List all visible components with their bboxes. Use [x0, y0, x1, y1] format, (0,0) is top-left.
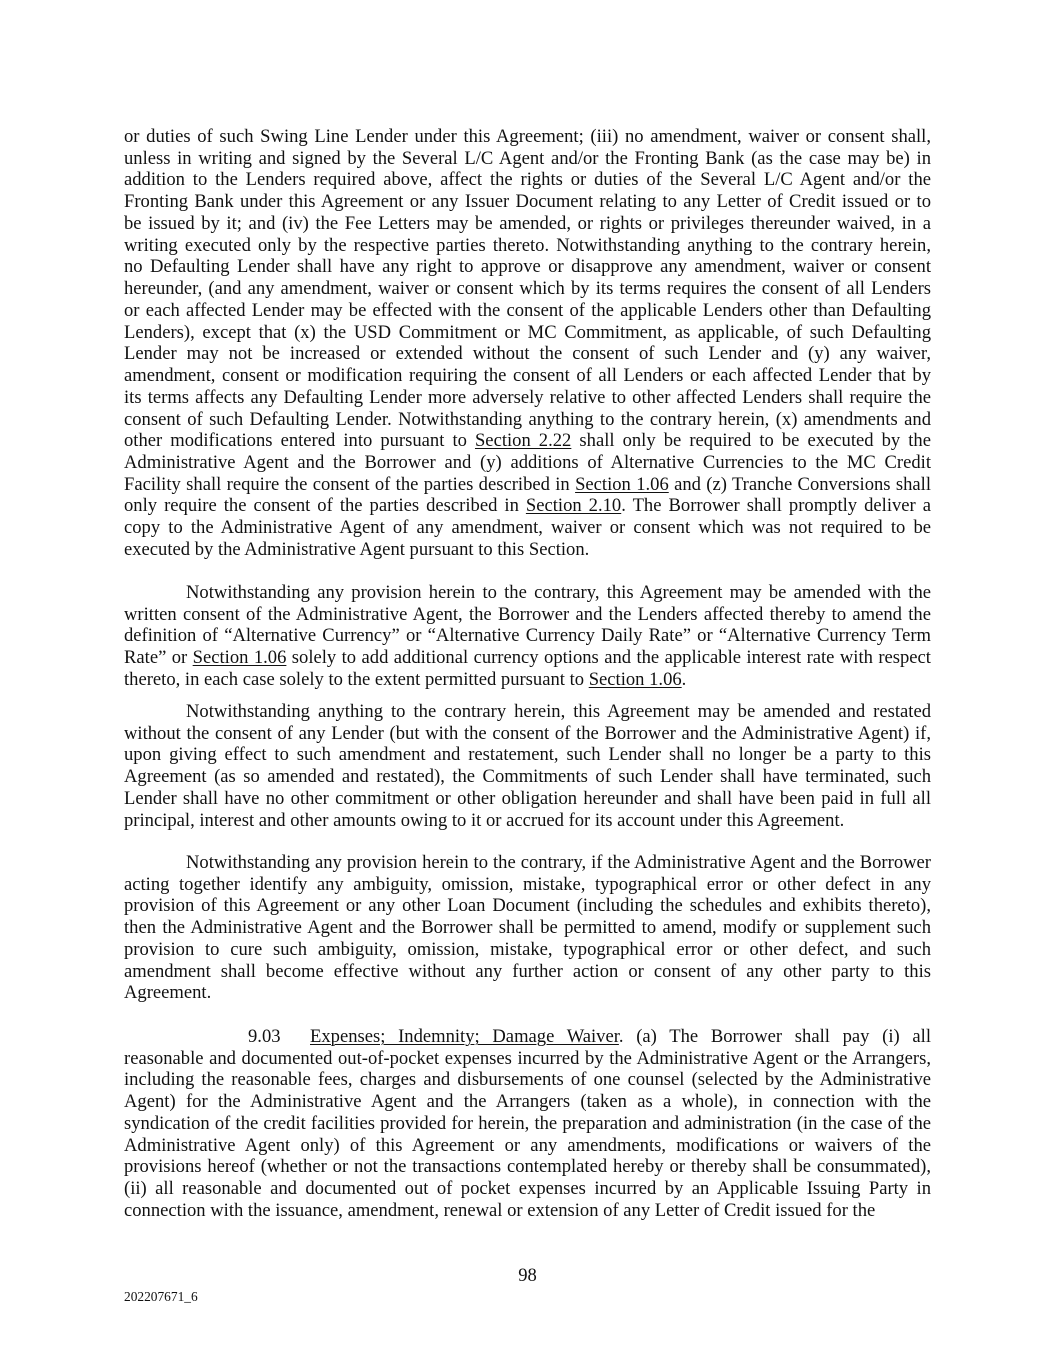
text-segment: provision to cure such ambiguity, omission, mistake, typographical error or other defect, and such: [124, 938, 931, 960]
text-line: [124, 1113, 931, 1135]
text-line: [124, 982, 931, 1004]
text-line: [124, 852, 931, 874]
text-segment: be issued by it; and (iv) the Fee Letters may be amended, or rights or privileges thereunder waived, in a: [124, 212, 931, 234]
section-reference: Section 1.06: [575, 473, 669, 495]
text-line: [124, 895, 931, 917]
section-number: 9.03: [248, 1025, 281, 1047]
text-line: [124, 647, 931, 669]
text-segment: provisions hereof (whether or not the transactions contemplated hereby or thereby shall be consummated),: [124, 1156, 931, 1178]
text-line: [124, 365, 931, 387]
text-segment: Lenders), except that (x) the USD Commitment or MC Commitment, as applicable, of such Defaulting: [124, 321, 931, 343]
text-segment: including the reasonable fees, charges and disbursements of one counsel (selected by the Administrative: [124, 1069, 931, 1091]
paragraph-defect-cure: [124, 852, 931, 1004]
text-segment: (ii) all reasonable and documented out of pocket expenses incurred by an Applicable Issuing Party in: [124, 1178, 931, 1200]
text-line: [124, 539, 931, 561]
text-segment: Administrative Agent and the Borrower and (y) additions of Alternative Currencies to the MC Credit: [124, 452, 931, 474]
section-reference: Section 1.06: [192, 647, 287, 669]
paragraph-amend-and-restate: [124, 701, 931, 831]
text-segment: other modifications entered into pursuant to: [124, 430, 475, 452]
text-segment: solely to add additional currency options and the applicable interest rate with respect: [286, 647, 931, 669]
text-line: [124, 322, 931, 344]
text-segment: Administrative Agent only) of this Agreement or any amendments, modifications or waivers of the: [124, 1134, 931, 1156]
text-segment: Agent) for the Administrative Agent and the Arrangers (taken as a whole), in connection with the: [124, 1091, 931, 1113]
text-line: [124, 1091, 931, 1113]
text-segment: . (a) The Borrower shall pay (i) all: [618, 1025, 931, 1047]
text-segment: unless in writing and signed by the Several L/C Agent and/or the Fronting Bank (as the case may be) in: [124, 147, 931, 169]
text-segment: or duties of such Swing Line Lender under this Agreement; (iii) no amendment, waiver or consent shall,: [124, 126, 931, 147]
text-segment: Rate” or: [124, 647, 193, 669]
text-segment: and (z) Tranche Conversions shall: [668, 473, 931, 495]
text-line: [124, 766, 931, 788]
text-segment: copy to the Administrative Agent of any amendment, waiver or consent which was not required to be: [124, 517, 931, 539]
text-segment: its terms affects any Defaulting Lender more adversely relative to other affected Lenders shall require the: [124, 386, 931, 408]
text-line: [124, 701, 931, 723]
text-line: [124, 452, 931, 474]
text-line: [124, 148, 931, 170]
text-line: [124, 256, 931, 278]
text-segment: amendment, consent or modification requiring the consent of all Lenders or each affected Lender that by: [124, 365, 931, 387]
text-segment: syndication of the credit facilities provided for herein, the preparation and administration (in the case of the: [124, 1112, 931, 1134]
document-body: [124, 126, 931, 1222]
text-line: [124, 169, 931, 191]
section-reference: Section 1.06: [588, 668, 682, 690]
text-line: [124, 1200, 931, 1222]
text-line: [124, 625, 931, 647]
page-number: 98: [518, 1265, 537, 1286]
text-line: [124, 495, 931, 517]
text-segment: definition of “Alternative Currency” or “Alternative Currency Daily Rate” or “Alternative Currency Term: [124, 625, 931, 647]
section-reference: Section 2.10: [525, 495, 622, 517]
text-segment: Lender shall have no other commitment or other obligation hereunder and shall have been paid in full all: [124, 787, 931, 809]
text-line: [124, 430, 931, 452]
text-segment: Facility shall require the consent of the parties described in: [124, 473, 576, 495]
text-segment: no Defaulting Lender shall have any right to approve or disapprove any amendment, waiver or consent: [124, 256, 931, 278]
text-line: [124, 961, 931, 983]
document-id: 202207671_6: [124, 1289, 198, 1304]
text-segment: without the consent of any Lender (but with the consent of the Borrower and the Administrative Agent) if,: [124, 722, 931, 744]
text-line: [124, 235, 931, 257]
text-segment: Agreement (as so amended and restated), the Commitments of such Lender shall have terminated, such: [124, 766, 931, 788]
text-segment: Notwithstanding any provision herein to the contrary, this Agreement may be amended with the: [186, 581, 931, 603]
text-line: [124, 723, 931, 745]
text-segment: executed by the Administrative Agent pursuant to this Section.: [124, 538, 590, 560]
text-line: [124, 604, 931, 626]
text-segment: Fronting Bank under this Agreement or any Issuer Document relating to any Letter of Credit issued or to: [124, 191, 931, 213]
text-line: [124, 788, 931, 810]
text-segment: thereto, in each case solely to the extent permitted pursuant to: [124, 668, 589, 690]
text-line: [124, 874, 931, 896]
text-segment: addition to the Lenders required above, affect the rights or duties of the Several L/C Agent and/or the: [124, 169, 931, 191]
text-line: [124, 278, 931, 300]
text-segment: .: [681, 668, 687, 690]
text-line: [124, 191, 931, 213]
text-line: [124, 1026, 931, 1048]
text-segment: hereunder, (and any amendment, waiver or consent which by its terms requires the consent of all Lenders: [124, 278, 931, 300]
paragraph-continuation: [124, 126, 931, 561]
text-line: [124, 213, 931, 235]
text-segment: only require the consent of the parties described in: [124, 495, 526, 517]
text-line: [124, 1069, 931, 1091]
text-line: [124, 939, 931, 961]
text-line: [124, 126, 931, 148]
text-line: [124, 917, 931, 939]
text-segment: Lender may not be increased or extended without the consent of such Lender and (y) any waiver,: [124, 343, 931, 365]
text-segment: amendment shall become effective without any further action or consent of any other party to this: [124, 960, 931, 982]
text-line: [124, 409, 931, 431]
text-line: [124, 744, 931, 766]
text-line: [124, 582, 931, 604]
text-line: [124, 387, 931, 409]
text-segment: acting together identify any ambiguity, omission, mistake, typographical error or other defect in any: [124, 873, 931, 895]
text-line: [124, 517, 931, 539]
text-segment: . The Borrower shall promptly deliver a: [621, 495, 932, 517]
text-segment: Agreement.: [124, 982, 212, 1004]
text-line: [124, 474, 931, 496]
section-heading: Expenses; Indemnity; Damage Waiver: [310, 1025, 619, 1047]
text-segment: written consent of the Administrative Agent, the Borrower and the Lenders affected thereby to amend the: [124, 603, 931, 625]
text-segment: writing executed only by the respective parties thereto. Notwithstanding anything to the contrary herein,: [124, 234, 931, 256]
text-segment: upon giving effect to such amendment and restatement, such Lender shall no longer be a party to this: [124, 744, 931, 766]
text-segment: principal, interest and other amounts owing to it or accrued for its account under this Agreement.: [124, 809, 845, 831]
text-line: [124, 300, 931, 322]
text-segment: shall only be required to be executed by the: [571, 430, 931, 452]
text-line: [124, 1048, 931, 1070]
text-segment: reasonable and documented out-of-pocket expenses incurred by the Administrative Agent or the Arrangers,: [124, 1047, 931, 1069]
text-segment: Notwithstanding anything to the contrary herein, this Agreement may be amended and restated: [186, 700, 931, 722]
text-segment: consent of such Defaulting Lender. Notwithstanding anything to the contrary herein, (x) amendments and: [124, 408, 931, 430]
text-line: [124, 1135, 931, 1157]
text-segment: Notwithstanding any provision herein to the contrary, if the Administrative Agent and the Borrower: [186, 851, 931, 873]
section-9-03-paragraph: [124, 1026, 931, 1222]
text-line: [124, 343, 931, 365]
text-line: [124, 1156, 931, 1178]
text-line: [124, 1178, 931, 1200]
text-segment: or each affected Lender may be effected with the consent of the applicable Lenders other than Defaulting: [124, 299, 931, 321]
text-segment: then the Administrative Agent and the Borrower shall be permitted to amend, modify or supplement such: [124, 917, 931, 939]
text-line: [124, 669, 931, 691]
text-line: [124, 810, 931, 832]
text-segment: provision of this Agreement or any other Loan Document (including the schedules and exhibits thereto),: [124, 895, 931, 917]
text-segment: connection with the issuance, amendment, renewal or extension of any Letter of Credit issued for the: [124, 1199, 876, 1221]
section-reference: Section 2.22: [474, 430, 572, 452]
paragraph-alternative-currency-amendment: [124, 582, 931, 691]
